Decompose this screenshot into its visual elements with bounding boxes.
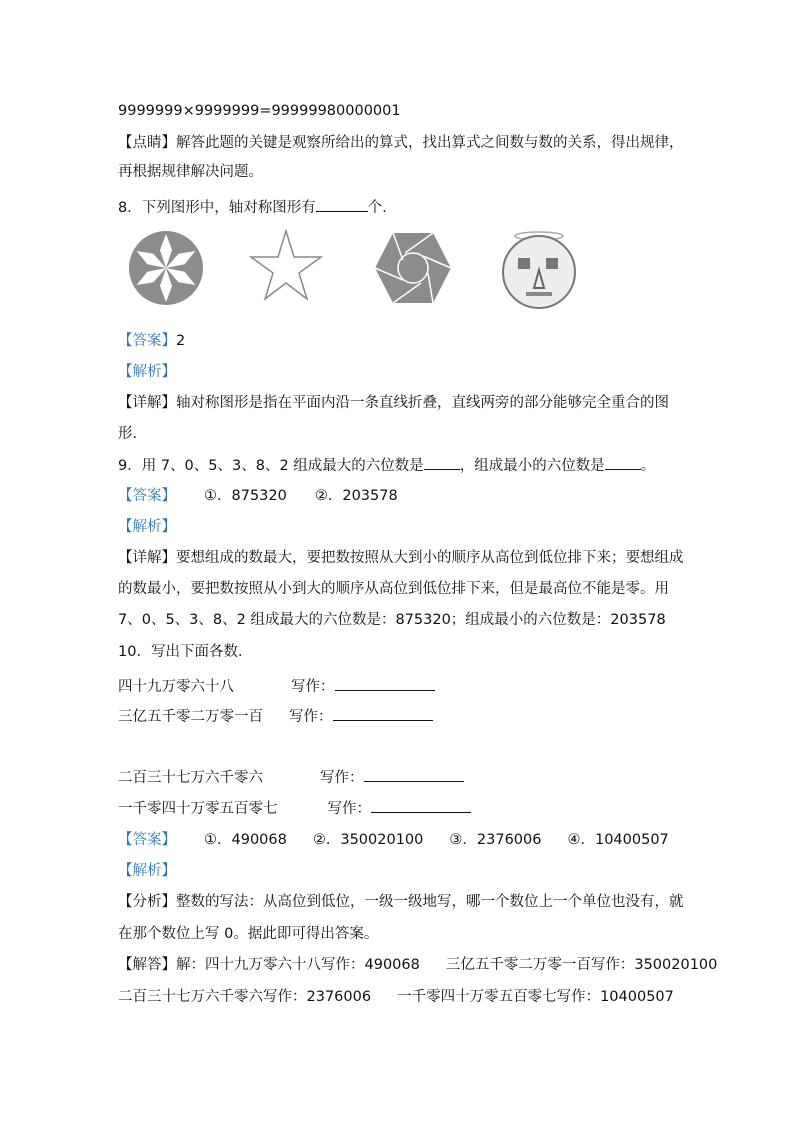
answer-2: ②．350020100 — [312, 832, 424, 848]
q10-item — [118, 798, 471, 819]
q10-analysis-label: 【解析】 — [118, 863, 176, 879]
q9-question-text: 9．用 7、0、5、3、8、2 组成最大的六位数是 — [118, 458, 424, 474]
tip-text: 解答此题的关键是观察所给出的算式，找出算式之间数与数的关系，得出规律， — [176, 135, 684, 151]
detail-text: 轴对称图形是指在平面内沿一条直线折叠，直线两旁的部分能够完全重合的图 — [176, 395, 669, 411]
q9-detail-cont-2: 7、0、5、3、8、2 组成最大的六位数是：875320；组成最小的六位数是：203578 — [118, 612, 666, 628]
jieda-text-3: 二百三十七万六千零六写作：2376006 — [118, 989, 372, 1005]
answer-4: ④．10400507 — [567, 832, 669, 848]
q8-analysis-label: 【解析】 — [118, 364, 176, 380]
answer-1: ①．875320 — [204, 488, 287, 504]
face-figure — [498, 228, 580, 312]
item-words: 四十九万零六十八 — [118, 679, 234, 695]
q9-answer — [118, 486, 398, 506]
six-point-star-circle-figure — [127, 228, 205, 308]
q9-detail-cont-1: 的数最小，要把数按照从小到大的顺序从高位到低位排下来，但是最高位不能是零。用 — [118, 581, 669, 597]
answer-2: ②．203578 — [314, 488, 398, 504]
jieda-label: 【解答】 — [118, 957, 176, 973]
q8-blank — [316, 197, 368, 212]
q10-question: 10．写出下面各数． — [118, 644, 253, 660]
answer-blank — [333, 706, 433, 721]
q8-question — [118, 197, 397, 218]
detail-text: 要想组成的数最大，要把数按照从大到小的顺序从高位到低位排下来；要想组成 — [176, 550, 684, 566]
q10-item — [118, 767, 464, 788]
q8-question-text: 8．下列图形中，轴对称图形有 — [118, 200, 316, 216]
answer-blank — [364, 767, 464, 782]
answer-label: 【答案】 — [118, 333, 176, 349]
q10-item — [118, 676, 435, 697]
q10-item — [118, 706, 433, 727]
q9-analysis-label: 【解析】 — [118, 519, 176, 535]
item-label: 写作： — [291, 679, 335, 695]
q8-answer — [118, 331, 185, 351]
q9-blank-1 — [424, 455, 460, 470]
answer-1: ①．490068 — [204, 832, 287, 848]
hexagon-aperture-figure — [373, 228, 453, 308]
item-label: 写作： — [327, 801, 371, 817]
answer-blank — [371, 798, 471, 813]
item-words: 三亿五千零二万零一百 — [118, 709, 263, 725]
jieda-text-2: 三亿五千零二万零一百写作：350020100 — [445, 957, 718, 973]
q10-jieda — [118, 955, 717, 975]
tip-label: 【点睛】 — [118, 135, 176, 151]
q8-detail — [118, 393, 669, 413]
detail-label: 【详解】 — [118, 395, 176, 411]
fenxi-label: 【分析】 — [118, 894, 176, 910]
item-words: 一千零四十万零五百零七 — [118, 801, 278, 817]
answer-blank — [335, 676, 435, 691]
q7-tip-cont: 再根据规律解决问题。 — [118, 164, 263, 180]
q9-question-mid: ，组成最小的六位数是 — [459, 458, 605, 474]
q8-question-end: 个． — [367, 200, 397, 216]
fenxi-text: 整数的写法：从高位到低位，一级一级地写，哪一个数位上一个单位也没有，就 — [176, 894, 684, 910]
item-label: 写作： — [289, 709, 333, 725]
q9-question-end: 。 — [640, 458, 656, 474]
q7-equation: 9999999×9999999=99999980000001 — [118, 103, 401, 119]
q10-jieda-cont — [118, 987, 674, 1007]
answer-label: 【答案】 — [118, 488, 176, 504]
answer-value: 2 — [176, 333, 186, 349]
q10-fenxi-cont: 在那个数位上写 0。据此即可得出答案。 — [118, 926, 379, 942]
q10-fenxi — [118, 892, 684, 912]
answer-3: ③．2376006 — [449, 832, 542, 848]
q7-tip — [118, 133, 684, 153]
five-point-star-figure — [248, 228, 324, 304]
answer-label: 【答案】 — [118, 832, 176, 848]
q10-answer — [118, 830, 669, 850]
jieda-text-1: 解：四十九万零六十八写作：490068 — [176, 957, 420, 973]
q9-question — [118, 455, 655, 476]
q8-detail-cont: 形． — [118, 426, 147, 442]
item-label: 写作： — [320, 770, 364, 786]
q9-blank-2 — [605, 455, 641, 470]
item-words: 二百三十七万六千零六 — [118, 770, 263, 786]
detail-label: 【详解】 — [118, 550, 176, 566]
jieda-text-4: 一千零四十万零五百零七写作：10400507 — [397, 989, 674, 1005]
q9-detail — [118, 548, 684, 568]
